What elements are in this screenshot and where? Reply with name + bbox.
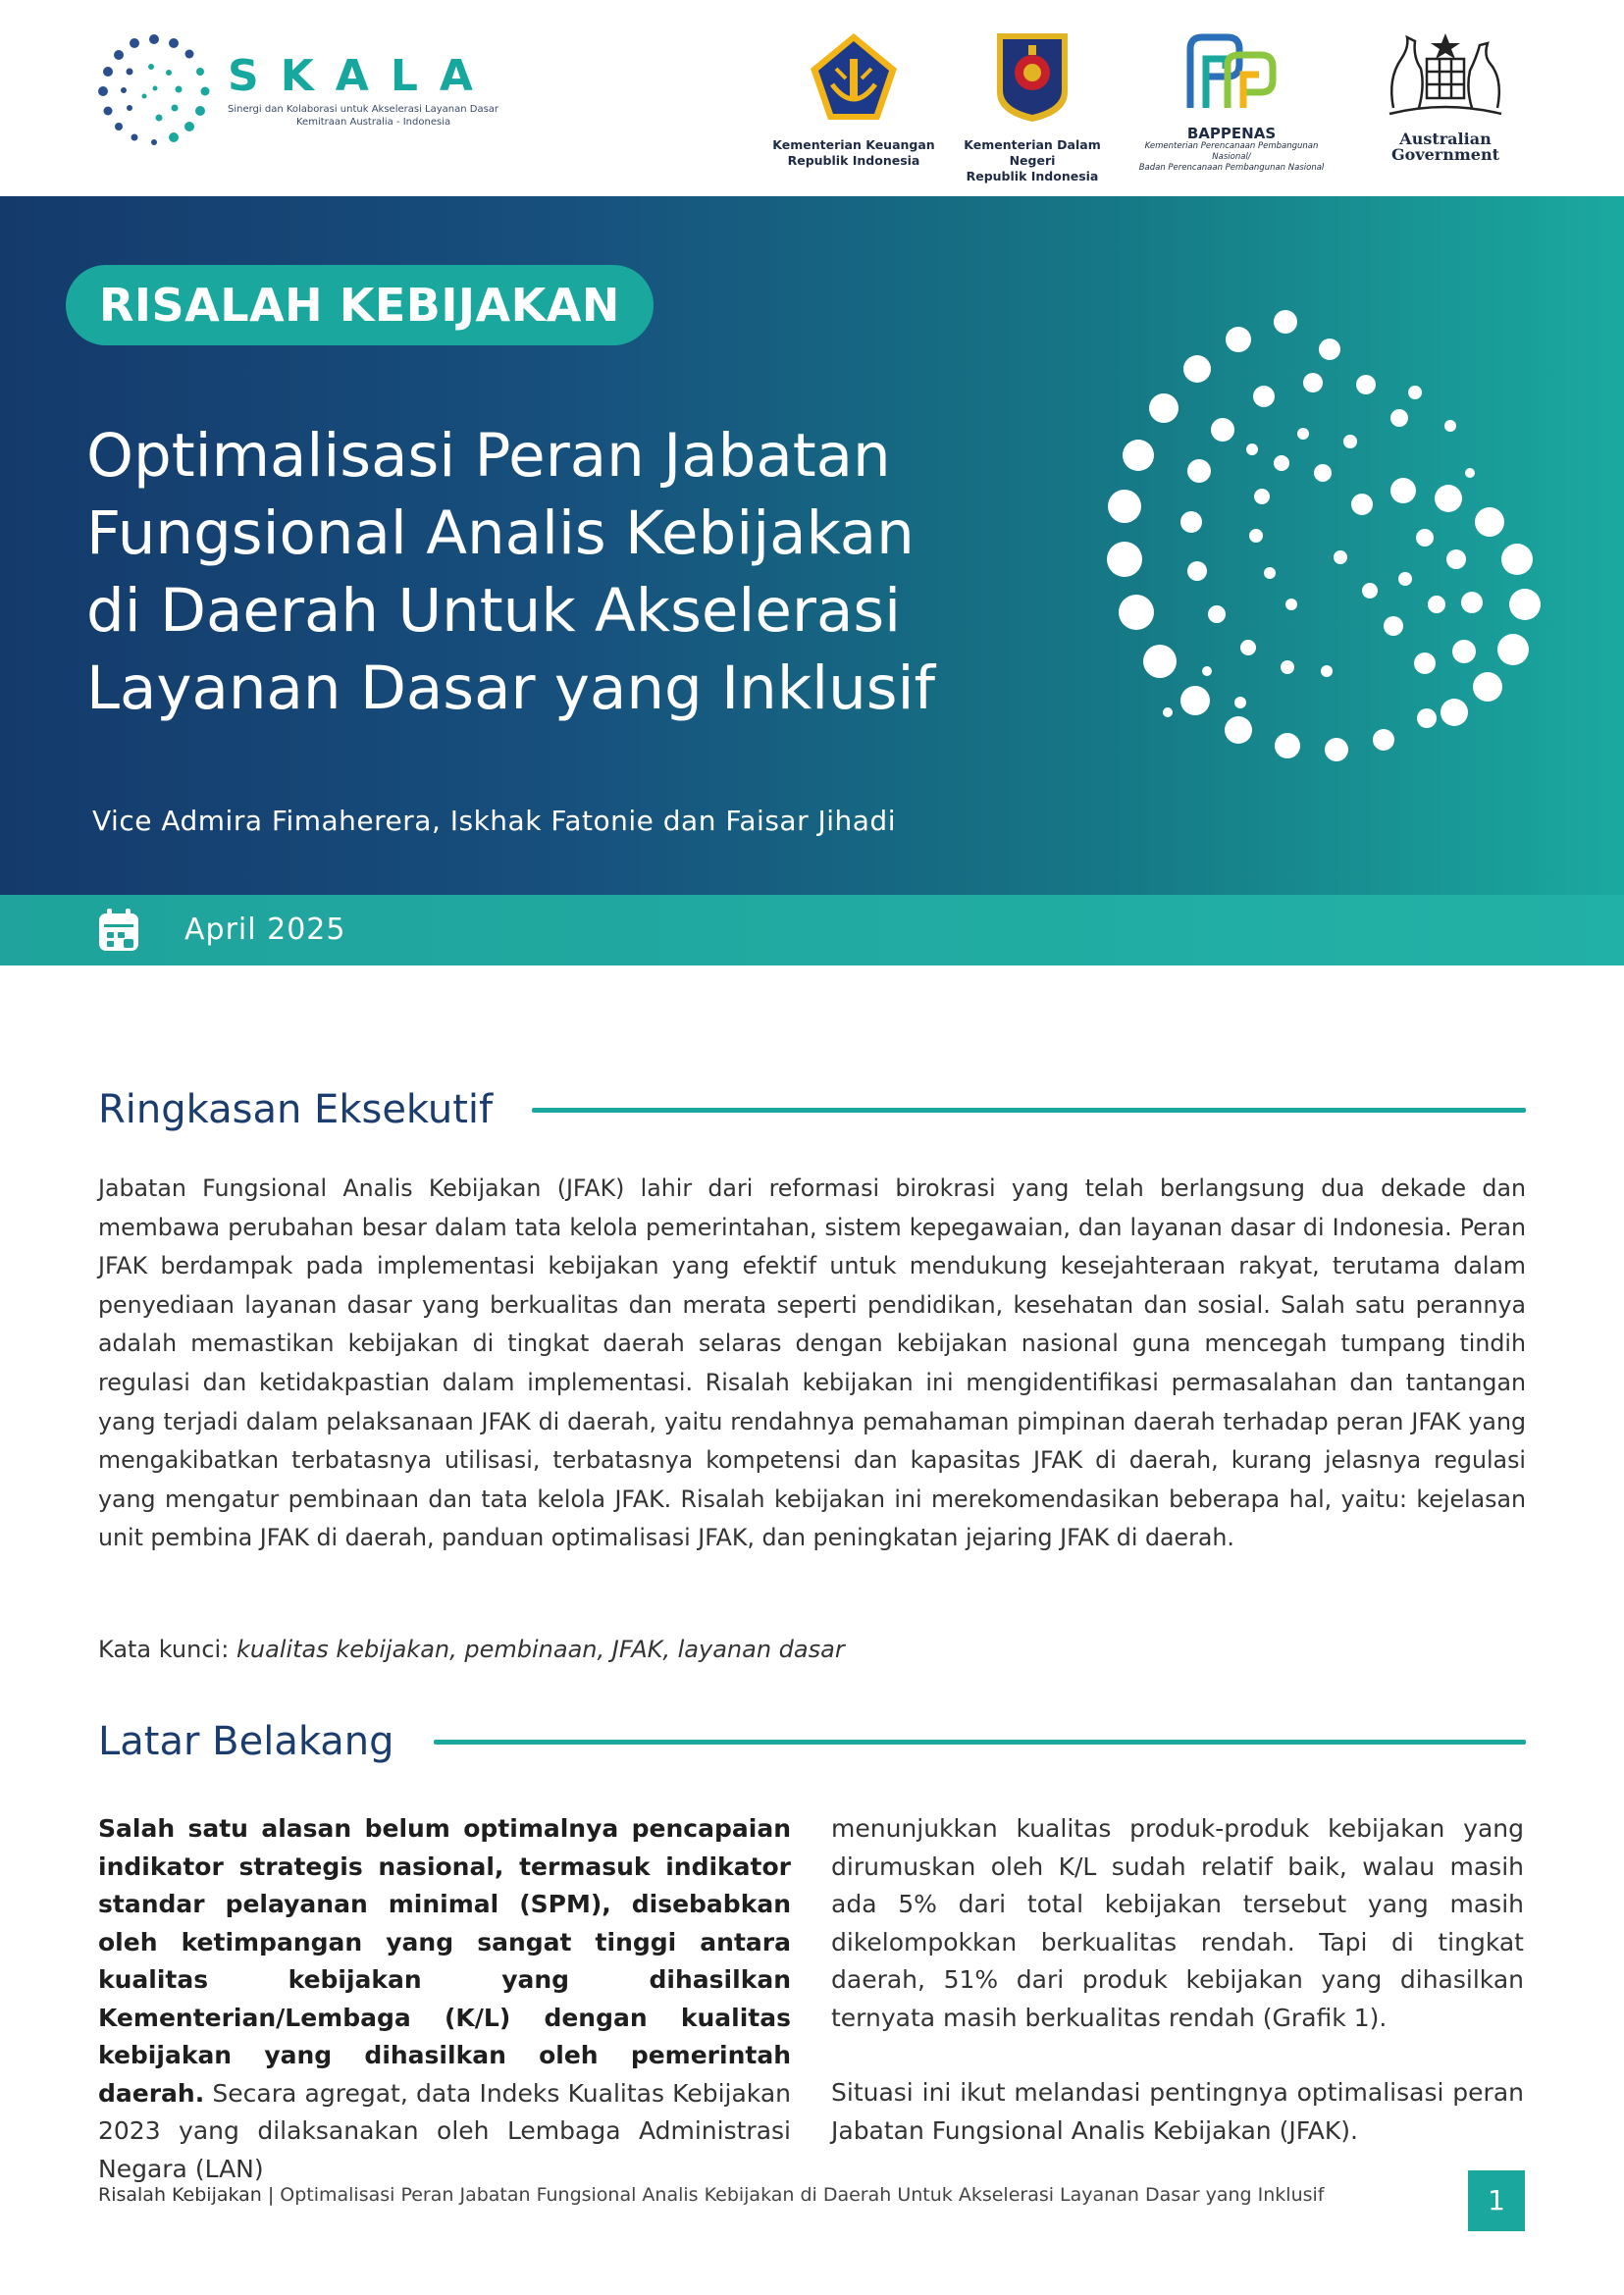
kemenkeu-emblem-icon <box>807 29 901 124</box>
publication-date: April 2025 <box>184 913 346 947</box>
bappenas-line2: Kementerian Perencanaan Pembangunan Nasional/ <box>1144 141 1319 162</box>
skala-name: SKALA <box>228 51 495 101</box>
title-line: Layanan Dasar yang Inklusif <box>86 653 935 723</box>
background-paragraph: menunjukkan kualitas produk-produk kebijakan yang dirumuskan oleh K/L sudah relatif baik, walau masih ada 5% dari total kebijakan tersebut yang masih dikelompokkan berkualitas rendah. Tapi di tingkat daerah, 51% dari produk kebijakan yang dihasilkan ternyata masih berkualitas rendah (Grafik 1). <box>831 1814 1524 2032</box>
page-number: 1 <box>1468 2170 1525 2231</box>
page-title <box>86 417 1028 727</box>
decorative-dot-spiral-icon <box>1060 265 1570 814</box>
bappenas-name: BAPPENAS <box>1186 125 1277 142</box>
kemendagri-line1: Kementerian Dalam Negeri <box>964 137 1101 168</box>
executive-summary-title: Ringkasan Eksekutif <box>98 1087 494 1132</box>
australian-government-label: Australian Government <box>1390 130 1499 164</box>
page-footer <box>98 2184 1324 2206</box>
calendar-icon <box>96 907 141 954</box>
footer-running-title: Optimalisasi Peran Jabatan Fungsional Analis Kebijakan di Daerah Untuk Akselerasi Layanan Dasar yang Inklusif <box>280 2184 1325 2206</box>
kemenkeu-line2: Republik Indonesia <box>787 153 920 168</box>
australian-government-logo <box>1352 29 1539 163</box>
background-lead-regular: Secara agregat, data Indeks Kualitas Kebijakan 2023 yang dilaksanakan oleh Lembaga Administrasi Negara (LAN) <box>98 2078 791 2183</box>
keywords-list: kualitas kebijakan, pembinaan, JFAK, layanan dasar <box>236 1636 845 1663</box>
skala-tagline-1: Sinergi dan Kolaborasi untuk Akselerasi Layanan Dasar <box>228 104 499 115</box>
australian-crest-icon <box>1382 29 1509 120</box>
bappenas-line3: Badan Perencanaan Pembangunan Nasional <box>1138 163 1325 173</box>
executive-summary-heading <box>98 1087 1526 1132</box>
title-line: Fungsional Analis Kebijakan <box>86 498 915 568</box>
title-line: Optimalisasi Peran Jabatan <box>86 421 891 491</box>
date-bar <box>0 895 1624 965</box>
background-heading <box>98 1719 1526 1764</box>
kemenkeu-line1: Kementerian Keuangan <box>772 137 935 152</box>
skala-tagline-2: Kemitraan Australia - Indonesia <box>296 117 451 128</box>
skala-wordmark <box>228 51 498 129</box>
document-type-badge <box>66 265 654 345</box>
background-right-column <box>831 1810 1524 2150</box>
background-lead-bold: Salah satu alasan belum optimalnya pencapaian indikator strategis nasional, termasuk indikator standar pelayanan minimal (SPM), disebabkan oleh ketimpangan yang sangat tinggi antara kualitas kebijakan yang dihasilkan Kementerian/Lembaga (K/L) dengan kualitas kebijakan yang dihasilkan oleh pemerintah daerah. <box>98 1814 791 2108</box>
title-line: di Daerah Untuk Akselerasi <box>86 576 902 646</box>
executive-summary-body: Jabatan Fungsional Analis Kebijakan (JFAK) lahir dari reformasi birokrasi yang telah berlangsung dua dekade dan membawa perubahan besar dalam tata kelola pemerintahan, sistem kepegawaian, dan layanan dasar di Indonesia. Peran JFAK berdampak pada implementasi kebijakan yang efektif untuk mendukung kesejahteraan rakyat, terutama dalam penyediaan layanan dasar yang berkualitas dan merata seperti pendidikan, kesehatan dan sosial. Salah satu perannya adalah memastikan kebijakan di tingkat daerah selaras dengan kebijakan nasional guna mencegah tumpang tindih regulasi dan ketidakpastian dalam implementasi. Risalah kebijakan ini mengidentifikasi permasalahan dan tantangan yang terjadi dalam pelaksanaan JFAK di daerah, yaitu rendahnya pemahaman pimpinan daerah terhadap peran JFAK yang mengakibatkan terbatasnya utilisasi, terbatasnya kompetensi dan kapasitas JFAK di daerah, kurang jelasnya regulasi yang mengatur pembinaan dan tata kelola JFAK. Risalah kebijakan ini merekomendasikan beberapa hal, yaitu: kejelasan unit pembina JFAK di daerah, panduan optimalisasi JFAK, dan peningkatan jejaring JFAK di daerah. <box>98 1174 1526 1552</box>
background-left-column <box>98 1810 791 2188</box>
logo-header <box>0 0 1624 196</box>
document-type-label: RISALAH KEBIJAKAN <box>99 279 620 332</box>
hero-banner <box>0 196 1624 895</box>
footer-separator: | <box>267 2184 275 2206</box>
footer-label: Risalah Kebijakan <box>98 2184 262 2206</box>
keywords <box>98 1636 845 1663</box>
keywords-label: Kata kunci: <box>98 1636 230 1663</box>
skala-logo-icon <box>90 27 218 155</box>
section-divider <box>434 1740 1526 1745</box>
bappenas-logo <box>1138 29 1325 174</box>
background-paragraph: Situasi ini ikut melandasi pentingnya optimalisasi peran Jabatan Fungsional Analis Kebijakan (JFAK). <box>831 2078 1524 2145</box>
skala-tagline <box>228 103 498 129</box>
kemenkeu-logo <box>770 29 937 169</box>
authors: Vice Admira Fimaherera, Iskhak Fatonie dan Faisar Jihadi <box>92 805 896 837</box>
kemendagri-line2: Republik Indonesia <box>966 169 1099 183</box>
kemendagri-emblem-icon <box>993 29 1072 124</box>
section-divider <box>532 1108 1526 1113</box>
bappenas-emblem-icon <box>1182 29 1281 116</box>
kemendagri-logo <box>944 29 1121 184</box>
background-title: Latar Belakang <box>98 1719 394 1764</box>
